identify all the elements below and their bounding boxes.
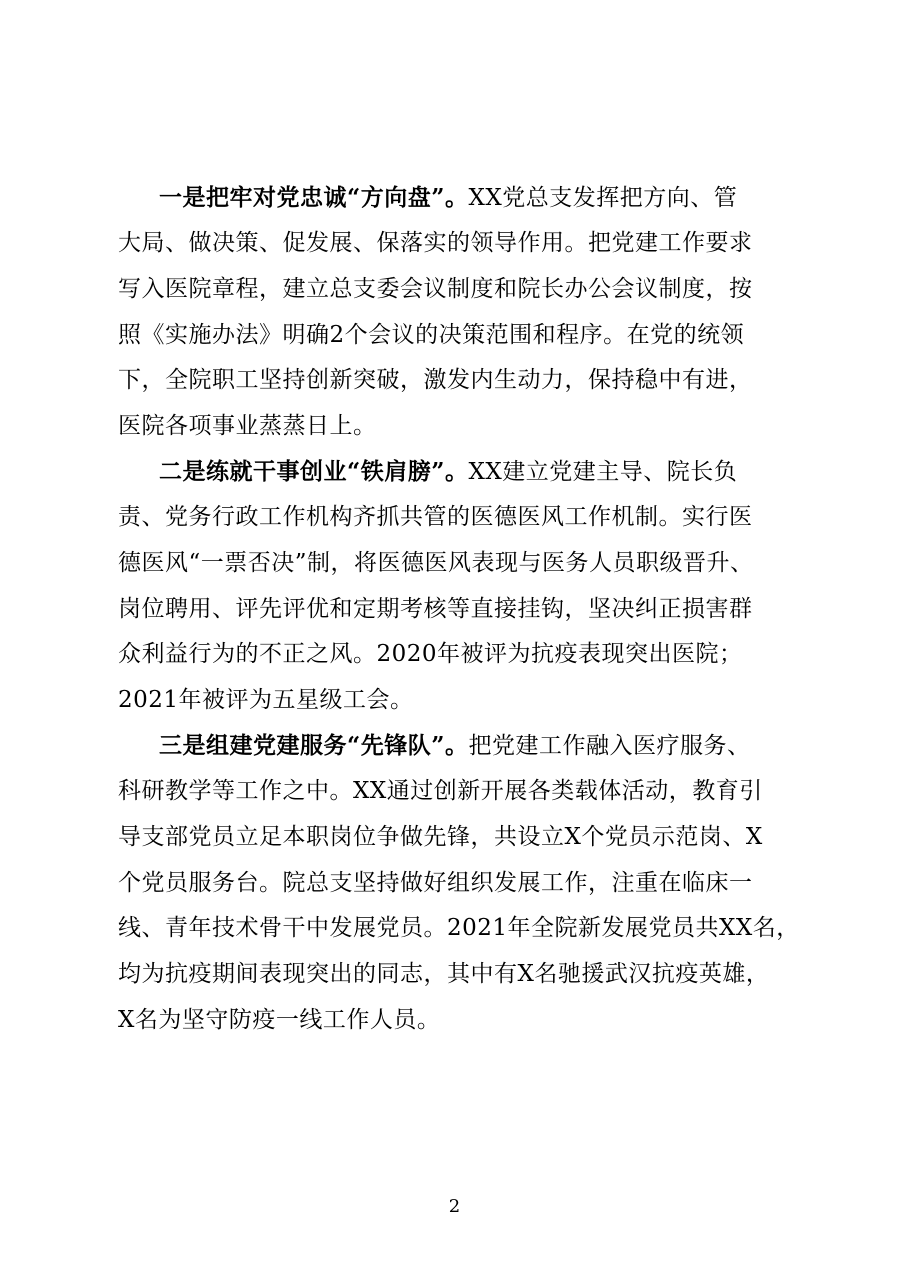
paragraph-1-lead: 一是把牢对党忠诚“方向盘”。 <box>159 184 469 211</box>
paragraph-2-line-4: 岗位聘用、评先评优和定期考核等直接挂钩，坚决纠正损害群 <box>118 596 753 622</box>
paragraph-2-line-1 <box>159 452 808 492</box>
paragraph-3-line-6: 均为抗疫期间表现突出的同志，其中有X名驰援武汉抗疫英雄， <box>118 961 770 987</box>
paragraph-2-line-6: 2021年被评为五星级工会。 <box>118 687 414 713</box>
paragraph-3-text: 把党建工作融入医疗服务、 <box>468 733 751 759</box>
paragraph-2-line-5: 众利益行为的不正之风。2020年被评为抗疫表现突出医院； <box>118 641 743 667</box>
paragraph-3-line-2: 科研教学等工作之中。XX通过创新开展各类载体活动，教育引 <box>118 778 763 804</box>
paragraph-3-line-5: 线、青年技术骨干中发展党员。2021年全院新发展党员共XX名， <box>118 915 800 941</box>
paragraph-3-line-1 <box>159 726 808 766</box>
page-number: 2 <box>448 1196 461 1217</box>
paragraph-2-line-3: 德医风“一票否决”制，将医德医风表现与医务人员职级晋升、 <box>118 550 754 576</box>
paragraph-1-line-1 <box>159 178 808 218</box>
paragraph-2-lead: 二是练就干事创业“铁肩膀”。 <box>159 458 469 485</box>
paragraph-2-text: XX建立党建主导、院长负 <box>468 459 738 485</box>
paragraph-1-line-2: 大局、做决策、促发展、保落实的领导作用。把党建工作要求 <box>118 230 753 256</box>
paragraph-1-line-4: 照《实施办法》明确2个会议的决策范围和程序。在党的统领 <box>118 322 745 348</box>
paragraph-1-line-3: 写入医院章程，建立总支委会议制度和院长办公会议制度，按 <box>118 276 753 302</box>
paragraph-1-text: XX党总支发挥把方向、管 <box>468 185 738 211</box>
paragraph-3-line-7: X名为坚守防疫一线工作人员。 <box>118 1007 441 1033</box>
paragraph-1-line-6: 医院各项事业蒸蒸日上。 <box>118 413 377 439</box>
paragraph-3-line-3: 导支部党员立足本职岗位争做先锋，共设立X个党员示范岗、X <box>118 824 763 850</box>
paragraph-3-line-4: 个党员服务台。院总支坚持做好组织发展工作，注重在临床一 <box>118 870 753 896</box>
paragraph-1-line-5: 下，全院职工坚持创新突破，激发内生动力，保持稳中有进， <box>118 367 753 393</box>
paragraph-3-lead: 三是组建党建服务“先锋队”。 <box>159 732 469 759</box>
paragraph-2-line-2: 责、党务行政工作机构齐抓共管的医德医风工作机制。实行医 <box>118 504 753 530</box>
